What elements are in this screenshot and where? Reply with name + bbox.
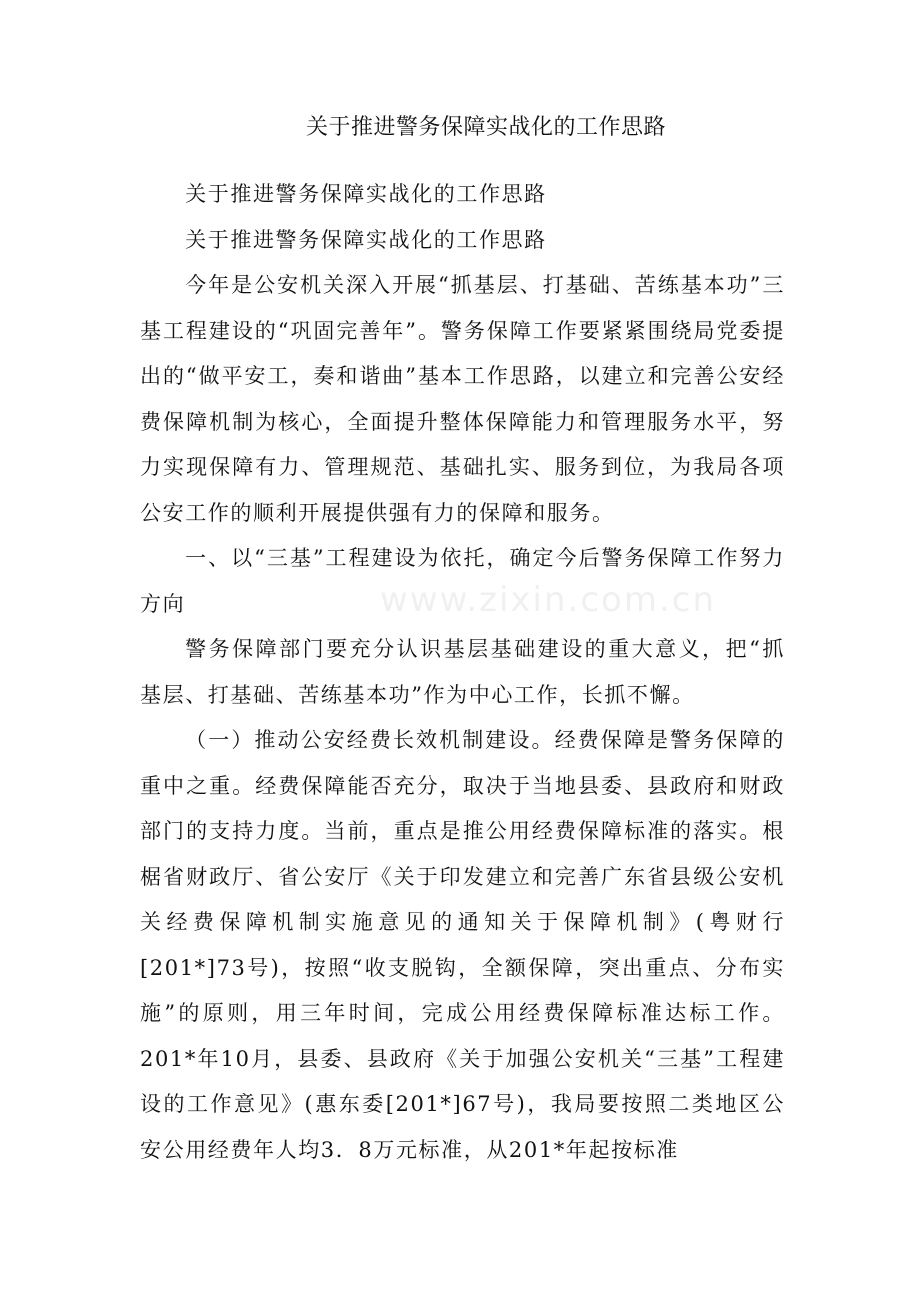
- document-title: 关于推进警务保障实战化的工作思路: [305, 115, 666, 140]
- section-heading-1: 一、以“三基”工程建设为依托，确定今后警务保障工作努力方向: [140, 546, 785, 616]
- paragraph-section-1: 警务保障部门要充分认识基层基础建设的重大意义，把“抓基层、打基础、苦练基本功”作为中心工作，长抓不懈。: [140, 637, 785, 707]
- paragraph-subsection-1: （一）推动公安经费长效机制建设。经费保障是警务保障的重中之重。经费保障能否充分，取决于当地县委、县政府和财政部门的支持力度。当前，重点是推公用经费保障标准的落实。根椐省财政厅、省公安厅《关于印发建立和完善广东省县级公安机关经费保障机制实施意见的通知关于保障机制》(粤财行[201*]73号)，按照“收支脱钩，全额保障，突出重点、分布实施”的原则，用三年时间，完成公用经费保障标准达标工作。201*年10月，县委、县政府《关于加强公安机关“三基”工程建设的工作意见》(惠东委[201*]67号)，我局要按照二类地区公安公用经费年人均3．8万元标准，从201*年起按标准: [140, 728, 785, 1162]
- paragraph-subtitle-2: 关于推进警务保障实战化的工作思路: [185, 227, 547, 252]
- paragraph-intro: 今年是公安机关深入开展“抓基层、打基础、苦练基本功”三基工程建设的“巩固完善年”。警务保障工作要紧紧围绕局党委提出的“做平安工，奏和谐曲”基本工作思路，以建立和完善公安经费保障机制为核心，全面提升整体保障能力和管理服务水平，努力实现保障有力、管理规范、基础扎实、服务到位，为我局各项公安工作的顺利开展提供强有力的保障和服务。: [140, 273, 785, 525]
- watermark: www.zixin.com.cn: [380, 580, 716, 620]
- paragraph-subtitle-1: 关于推进警务保障实战化的工作思路: [185, 182, 547, 206]
- document-body: [140, 172, 785, 1173]
